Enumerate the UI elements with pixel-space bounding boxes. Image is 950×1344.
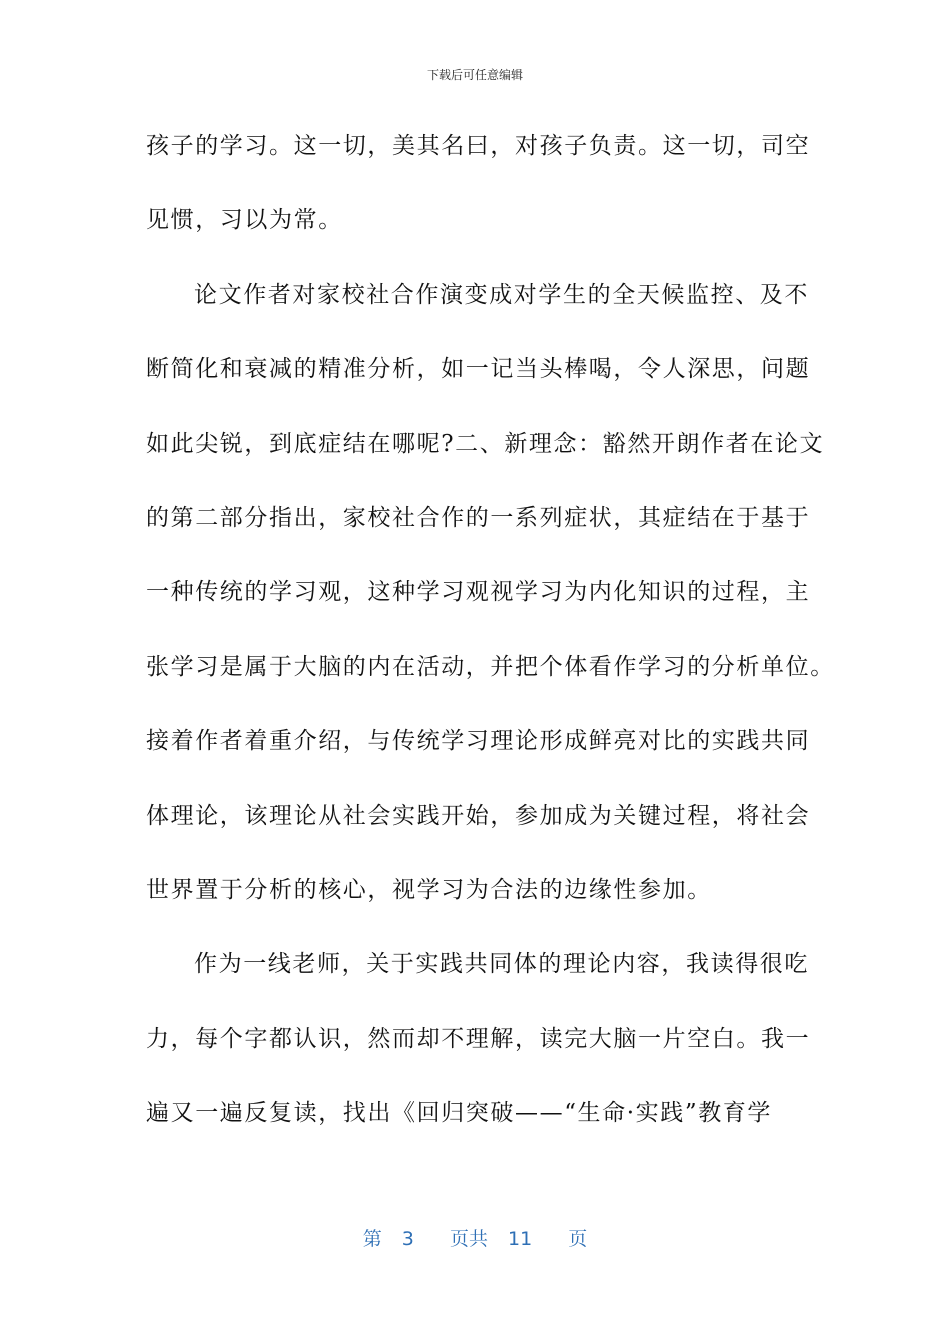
page-footer — [0, 1224, 950, 1251]
total-pages-number: 11 — [508, 1228, 533, 1250]
footer-suffix: 页 — [568, 1228, 588, 1250]
text-line: 如此尖锐，到底症结在哪呢?二、新理念：豁然开朗作者在论文 — [146, 430, 825, 457]
text-line: 遍又一遍反复读，找出《回归突破——“生命·实践”教育学 — [146, 1100, 773, 1127]
text-line: 接着作者着重介绍，与传统学习理论形成鲜亮对比的实践共同 — [146, 728, 811, 755]
document-body — [146, 120, 835, 1161]
text-line: 一种传统的学习观，这种学习观视学习为内化知识的过程，主 — [146, 579, 811, 606]
text-line: 力，每个字都认识，然而却不理解，读完大脑一片空白。我一 — [146, 1025, 811, 1052]
text-line: 体理论，该理论从社会实践开始，参加成为关键过程，将社会 — [146, 802, 811, 829]
footer-middle: 页共 — [449, 1228, 488, 1250]
text-line: 断简化和衰减的精准分析，如一记当头棒喝，令人深思，问题 — [146, 356, 811, 383]
header-text: 下载后可任意编辑 — [426, 68, 523, 82]
page-header — [0, 66, 950, 83]
footer-prefix: 第 — [362, 1228, 382, 1250]
paragraph-start-line: 作为一线老师，关于实践共同体的理论内容，我读得很吃 — [194, 951, 809, 978]
text-line: 孩子的学习。这一切，美其名曰，对孩子负责。这一切，司空 — [146, 133, 811, 159]
text-line: 的第二部分指出，家校社合作的一系列症状，其症结在于基于 — [146, 504, 811, 531]
text-line: 张学习是属于大脑的内在活动，并把个体看作学习的分析单位。 — [146, 653, 835, 680]
text-line: 见惯，习以为常。 — [146, 207, 343, 234]
text-line: 世界置于分析的核心，视学习为合法的边缘性参加。 — [146, 876, 712, 903]
paragraph-start-line: 论文作者对家校社合作演变成对学生的全天候监控、及不 — [194, 281, 809, 308]
current-page-number: 3 — [401, 1228, 414, 1250]
